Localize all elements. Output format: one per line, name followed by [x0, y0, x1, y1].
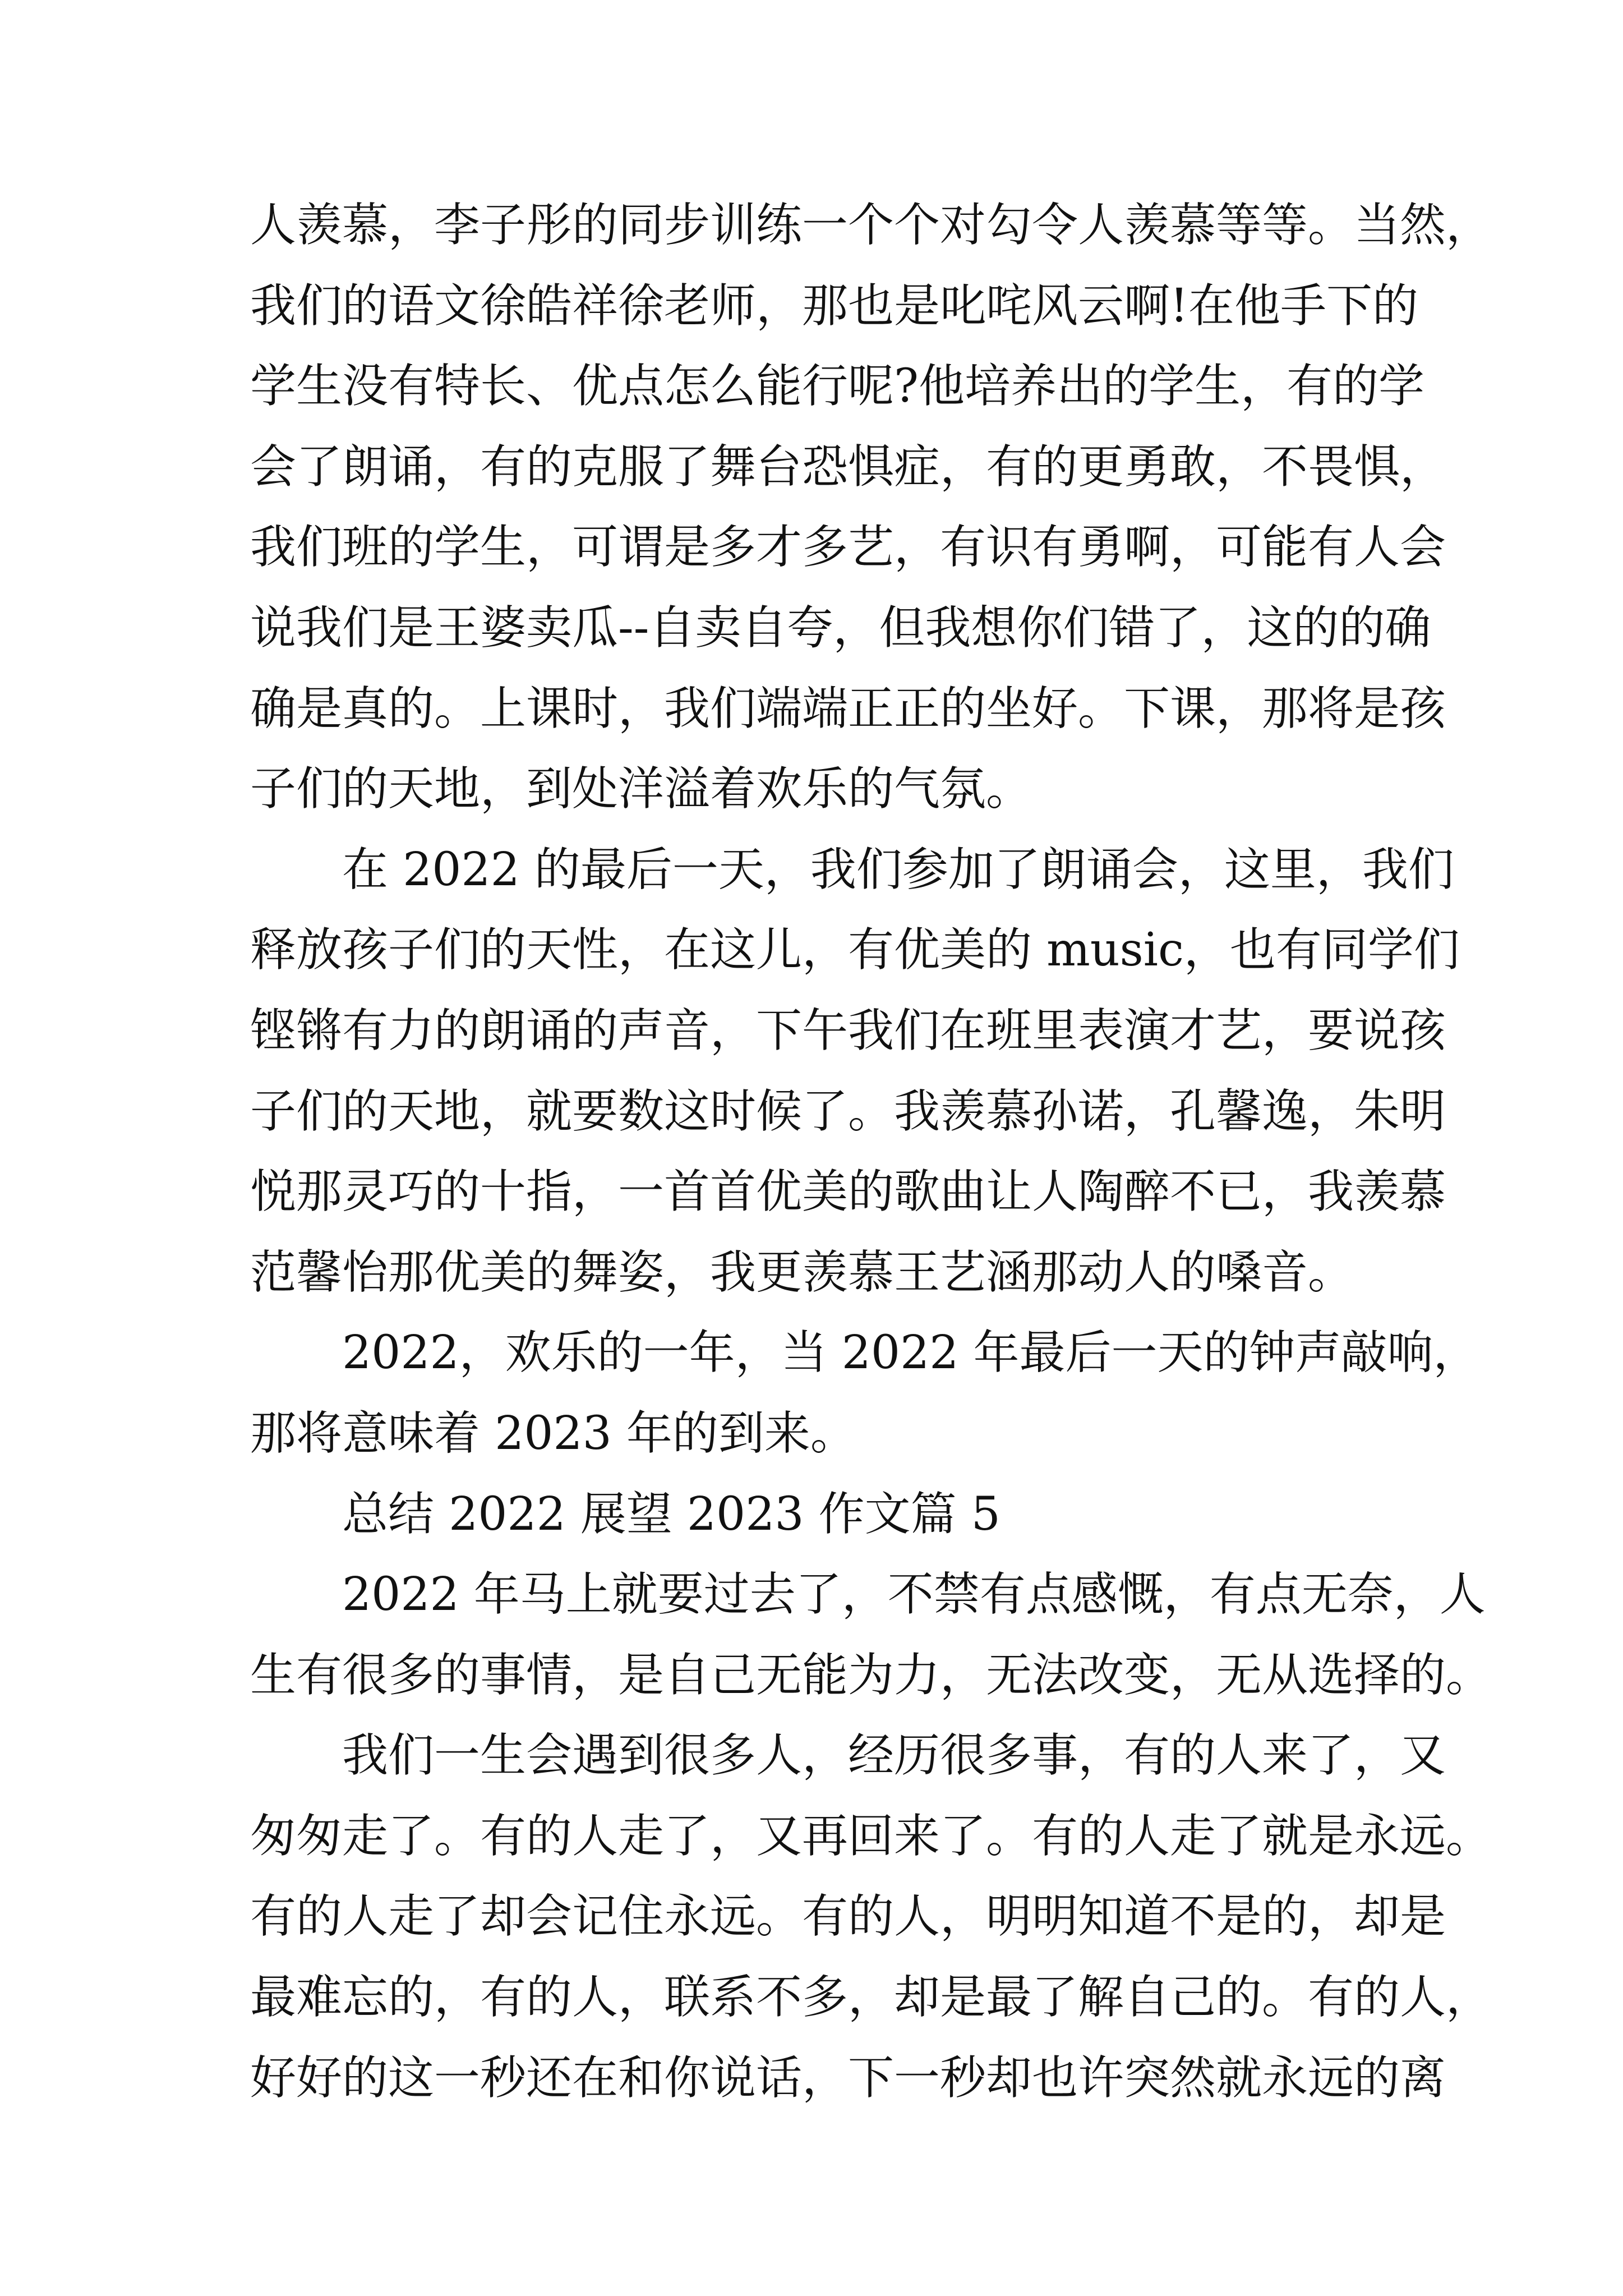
text-line: 确是真的。上课时，我们端端正正的坐好。下课，那将是孩	[250, 682, 1446, 735]
text-line: 我们一生会遇到很多人，经历很多事，有的人来了，又	[342, 1729, 1446, 1783]
text-line: 总结 2022 展望 2023 作文篇 5	[342, 1487, 1000, 1541]
text-line: 释放孩子们的天性，在这儿，有优美的 music，也有同学们	[250, 923, 1460, 977]
text-line: 铿锵有力的朗诵的声音，下午我们在班里表演才艺，要说孩	[250, 1004, 1446, 1057]
text-line: 子们的天地，到处洋溢着欢乐的气氛。	[250, 762, 1032, 816]
text-line: 我们班的学生，可谓是多才多艺，有识有勇啊，可能有人会	[250, 521, 1446, 574]
text-line: 我们的语文徐皓祥徐老师，那也是叱咤风云啊!在他手下的	[250, 279, 1418, 333]
text-line: 说我们是王婆卖瓜--自卖自夸，但我想你们错了，这的的确	[250, 601, 1431, 655]
text-line: 子们的天地，就要数这时候了。我羡慕孙诺，孔馨逸，朱明	[250, 1084, 1446, 1138]
text-line: 匆匆走了。有的人走了，又再回来了。有的人走了就是永远。	[250, 1809, 1492, 1863]
text-line: 在 2022 的最后一天，我们参加了朗诵会，这里，我们	[342, 843, 1454, 896]
text-line: 范馨怡那优美的舞姿，我更羡慕王艺涵那动人的嗓音。	[250, 1245, 1354, 1299]
text-line: 会了朗诵，有的克服了舞台恐惧症，有的更勇敢，不畏惧，	[250, 440, 1446, 494]
text-line: 生有很多的事情，是自己无能为力，无法改变，无从选择的。	[250, 1648, 1492, 1702]
text-line: 学生没有特长、优点怎么能行呢?他培养出的学生，有的学	[250, 360, 1424, 413]
text-line: 有的人走了却会记住永远。有的人，明明知道不是的，却是	[250, 1890, 1446, 1944]
text-line: 2022 年马上就要过去了，不禁有点感慨，有点无奈，人	[342, 1568, 1486, 1622]
document-body	[250, 185, 1492, 2118]
text-line: 那将意味着 2023 年的到来。	[250, 1406, 856, 1460]
text-line: 好好的这一秒还在和你说话，下一秒却也许突然就永远的离	[250, 2051, 1446, 2105]
text-line: 悦那灵巧的十指，一首首优美的歌曲让人陶醉不已，我羡慕	[250, 1165, 1446, 1219]
text-line: 2022，欢乐的一年，当 2022 年最后一天的钟声敲响，	[342, 1326, 1479, 1380]
text-line: 最难忘的，有的人，联系不多，却是最了解自己的。有的人，	[250, 1971, 1492, 2024]
text-line: 人羡慕，李子彤的同步训练一个个对勾令人羡慕等等。当然，	[250, 199, 1492, 252]
